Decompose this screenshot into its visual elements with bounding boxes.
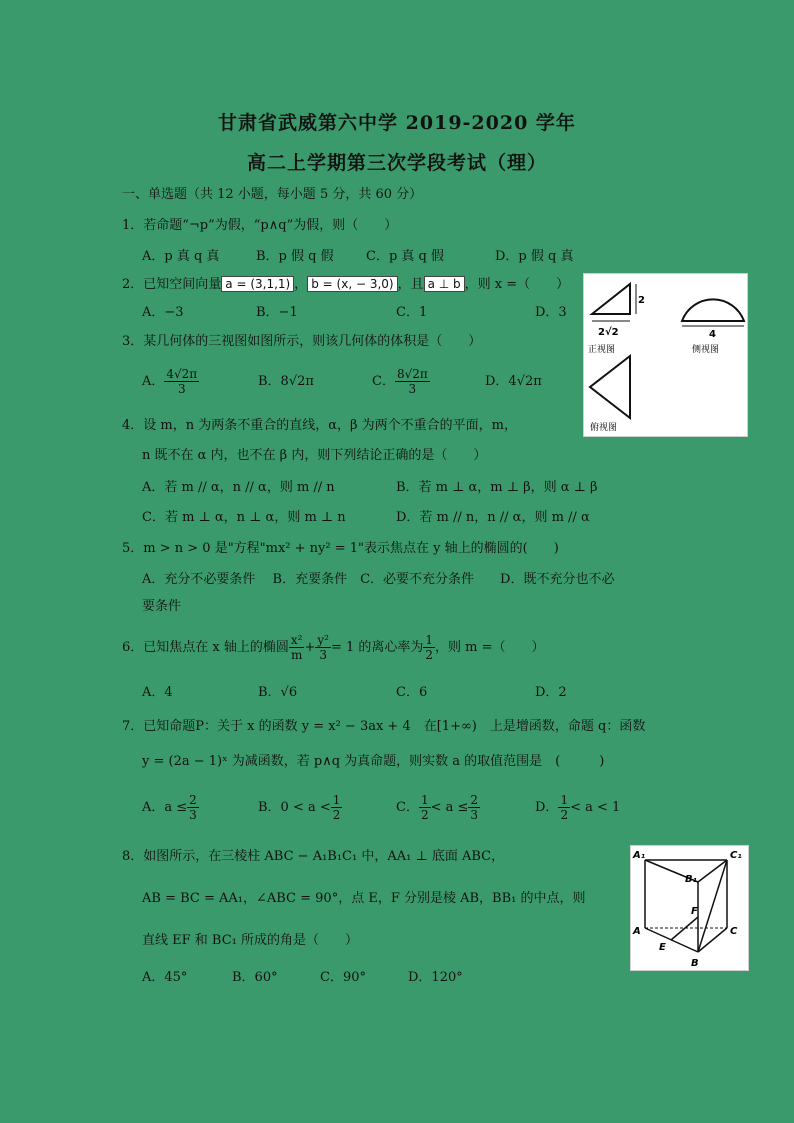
question-8-option-c[interactable]: C．90° xyxy=(320,970,366,985)
option-label: A．a ≤ xyxy=(142,800,188,815)
option-label: B．0 < a < xyxy=(258,800,331,815)
question-8-option-d[interactable]: D．120° xyxy=(408,970,463,985)
question-7-option-c[interactable] xyxy=(396,788,480,828)
label-c: C xyxy=(730,926,738,937)
top-view-triangle xyxy=(590,356,630,418)
fraction-e: $\frac{1}{2}$ xyxy=(425,633,434,662)
section-heading: 一、单选题（共 12 小题，每小题 5 分，共 60 分） xyxy=(122,187,423,202)
fraction: $\frac{1}{2}$ xyxy=(332,793,341,822)
front-view-label: 正视图 xyxy=(588,345,616,355)
fraction: $\frac{2}{3}$ xyxy=(189,793,197,822)
top-view-label: 俯视图 xyxy=(590,423,618,433)
exam-title-exam: 高二上学期第三次学段考试（理） xyxy=(246,152,547,174)
question-7-option-a[interactable] xyxy=(142,788,199,828)
question-6-text: ，则 m =（ ） xyxy=(435,640,545,655)
question-2-option-b[interactable]: B．−1 xyxy=(256,305,298,320)
side-view-label: 侧视图 xyxy=(692,345,720,355)
label-e: E xyxy=(659,942,666,953)
label-a1: A₁ xyxy=(633,850,646,861)
option-label: C． xyxy=(396,800,419,815)
question-7-option-d[interactable] xyxy=(535,788,620,828)
question-7-stem-line1: 7．已知命题P：关于 x 的函数 y = x² − 3ax + 4 在[1+∞) 上是增函数，命题 q：函数 xyxy=(122,719,646,734)
question-2-sep: ， xyxy=(294,277,308,292)
prism-drawing xyxy=(631,846,748,970)
question-6-text: 6．已知焦点在 x 轴上的椭圆 xyxy=(122,640,289,655)
question-4-stem-line1: 4．设 m，n 为两条不重合的直线，α，β 为两个不重合的平面，m， xyxy=(122,418,517,433)
question-4-stem-line2: n 既不在 α 内，也不在 β 内，则下列结论正确的是（ ） xyxy=(142,448,487,463)
question-1-option-b[interactable]: B．p 假 q 假 xyxy=(256,249,334,264)
question-2-option-a[interactable]: A．−3 xyxy=(142,305,184,320)
label-c1: C₁ xyxy=(730,850,742,861)
fraction: $\frac{1}{2}$ xyxy=(420,793,429,822)
prism-figure xyxy=(630,845,749,971)
edge-b1c1 xyxy=(698,860,727,882)
question-5-options-line1[interactable]: A．充分不必要条件 B．充要条件 C．必要不充分条件 D．既不充分也不必 xyxy=(142,572,615,587)
question-4-option-d[interactable]: D．若 m // n，n // α，则 m // α xyxy=(396,510,590,525)
question-2-stem-end: ，则 x =（ ） xyxy=(464,277,570,292)
question-6-option-b[interactable]: B．√6 xyxy=(258,685,298,700)
question-8-stem-line2: AB = BC = AA₁，∠ABC = 90°，点 E，F 分别是棱 AB，BB₁ 的中点，则 xyxy=(142,891,586,906)
question-3-stem: 3．某几何体的三视图如图所示，则该几何体的体积是（ ） xyxy=(122,334,482,349)
question-6-stem xyxy=(122,628,545,668)
question-6-text: = 1 的离心率为 xyxy=(330,640,424,655)
question-2-option-d[interactable]: D．3 xyxy=(535,305,567,320)
fraction: $\frac{2}{3}$ xyxy=(470,793,479,822)
question-5-stem: 5．m > n > 0 是"方程"mx² + ny² = 1"表示焦点在 y 轴上的椭圆的( ) xyxy=(122,541,559,556)
segment-bc1 xyxy=(698,860,727,952)
question-8-option-a[interactable]: A．45° xyxy=(142,970,188,985)
inequality: < a < 1 xyxy=(570,800,621,815)
question-1-option-a[interactable]: A．p 真 q 真 xyxy=(142,249,220,264)
fraction-x: $\frac{\text{x²}}{m}$ xyxy=(290,633,303,662)
question-1-option-d[interactable]: D．p 假 q 真 xyxy=(495,249,574,264)
question-2-stem-mid: ，且 xyxy=(397,277,424,292)
question-5-options-line2: 要条件 xyxy=(142,599,182,614)
question-3-option-a[interactable] xyxy=(142,364,199,400)
label-b: B xyxy=(691,958,699,969)
three-view-drawing xyxy=(584,274,747,436)
three-view-figure xyxy=(583,273,748,437)
front-width-label: 2√2 xyxy=(598,327,619,338)
front-view-triangle xyxy=(592,284,630,314)
question-3-option-b[interactable]: B．8√2π xyxy=(258,374,314,389)
label-b1: B₁ xyxy=(685,874,698,885)
label-a: A xyxy=(633,926,641,937)
question-8-stem-line1: 8．如图所示，在三棱柱 ABC − A₁B₁C₁ 中，AA₁ ⊥ 底面 ABC， xyxy=(122,849,505,864)
question-4-option-b[interactable]: B．若 m ⊥ α，m ⊥ β，则 α ⊥ β xyxy=(396,480,598,495)
plus-sign: + xyxy=(304,640,316,655)
fraction-y: $\frac{\text{y²}}{3}$ xyxy=(317,633,329,662)
label-f: F xyxy=(691,906,698,917)
question-7-option-b[interactable] xyxy=(258,788,342,828)
fraction: $\frac{8√2\pi}{3}$ xyxy=(396,367,428,396)
fraction: $\frac{4√2\pi}{3}$ xyxy=(166,367,198,396)
question-2-stem xyxy=(122,276,569,293)
option-label: C． xyxy=(372,374,395,389)
side-view-semicircle xyxy=(682,299,744,321)
option-label: D． xyxy=(535,800,559,815)
question-6-option-d[interactable]: D．2 xyxy=(535,685,567,700)
front-height-label: 2 xyxy=(638,295,645,306)
question-2-stem-start: 2．已知空间向量 xyxy=(122,277,222,292)
question-1-stem: 1．若命题“¬p”为假，“p∧q”为假，则（ ） xyxy=(122,218,398,233)
question-8-option-b[interactable]: B．60° xyxy=(232,970,278,985)
vector-a-box: a = (3,1,1) xyxy=(221,276,294,292)
question-8-stem-line3: 直线 EF 和 BC₁ 所成的角是（ ） xyxy=(142,933,358,948)
side-width-label: 4 xyxy=(709,329,716,340)
inequality: < a ≤ xyxy=(430,800,469,815)
perpendicular-box: a ⊥ b xyxy=(424,276,465,292)
vector-b-box: b = (x, − 3,0) xyxy=(307,276,397,292)
fraction: $\frac{1}{2}$ xyxy=(560,793,569,822)
question-6-option-c[interactable]: C．6 xyxy=(396,685,428,700)
question-3-option-d[interactable]: D．4√2π xyxy=(485,374,542,389)
question-3-option-c[interactable] xyxy=(372,364,430,400)
exam-title-school: 甘肃省武威第六中学 2019-2020 学年 xyxy=(218,112,576,134)
option-label: A． xyxy=(142,374,165,389)
question-2-option-c[interactable]: C．1 xyxy=(396,305,428,320)
question-1-option-c[interactable]: C．p 真 q 假 xyxy=(366,249,444,264)
question-6-option-a[interactable]: A．4 xyxy=(142,685,173,700)
question-4-option-a[interactable]: A．若 m // α，n // α，则 m // n xyxy=(142,480,335,495)
question-7-stem-line2: y = (2a − 1)ˣ 为减函数，若 p∧q 为真命题，则实数 a 的取值范围是 ( ) xyxy=(142,754,605,769)
question-4-option-c[interactable]: C．若 m ⊥ α，n ⊥ α，则 m ⊥ n xyxy=(142,510,346,525)
